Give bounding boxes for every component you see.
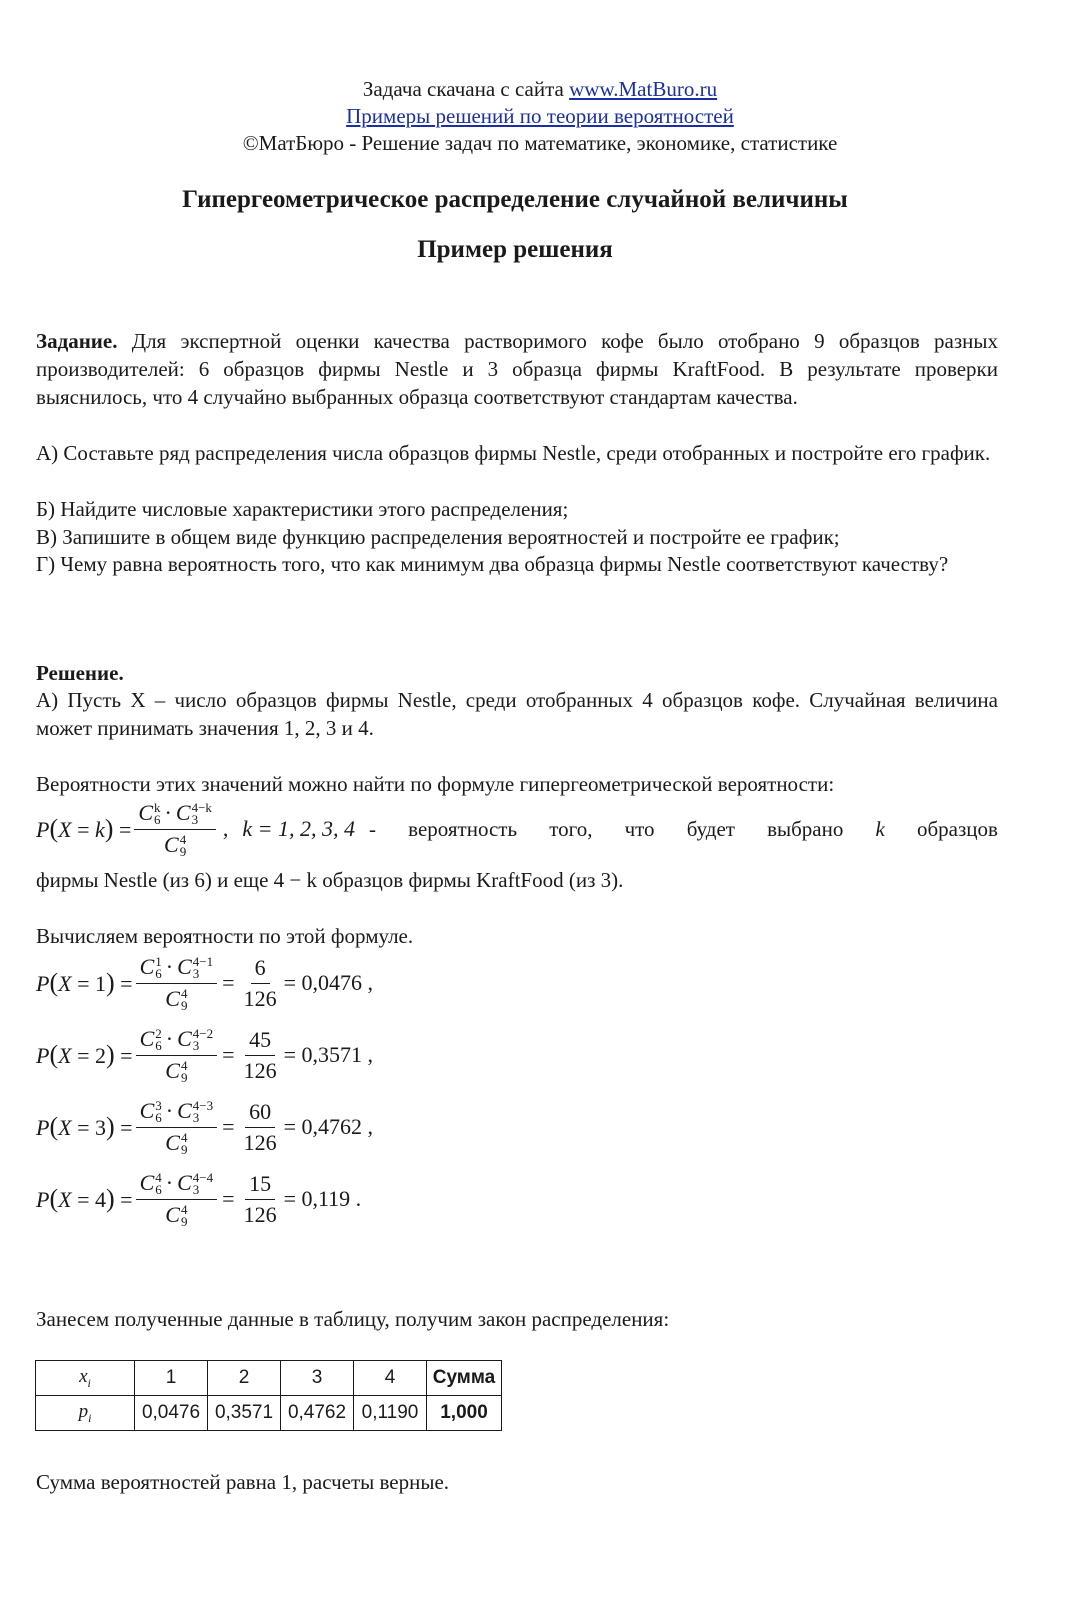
formula-lhs: P(X = k) =: [36, 814, 132, 844]
task-item-v: В) Запишите в общем виде функцию распределения вероятностей и постройте ее график;: [36, 525, 840, 549]
examples-link[interactable]: Примеры решений по теории вероятностей: [346, 104, 734, 128]
k-values: k = 1, 2, 3, 4: [242, 816, 356, 842]
table-cell: 3: [281, 1361, 354, 1396]
solution-paragraph-5: Занесем полученные данные в таблицу, получим закон распределения:: [36, 1307, 670, 1331]
general-formula: P(X = k) = C k 6 · C 4−k 3 C 4 9 , k = 1, 2, 3, 4 - вероятность того, что будет выбрано k образцов: [36, 799, 998, 859]
solution-paragraph-6: Сумма вероятностей равна 1, расчеты верные.: [36, 1470, 450, 1494]
table-cell: Сумма: [427, 1361, 502, 1396]
table-cell: 0,1190: [354, 1396, 427, 1431]
table-cell: 1: [135, 1361, 208, 1396]
task-text: Для экспертной оценки качества растворимого кофе было отобрано 9 образцов разных производителей: 6 образцов фирмы Nestle и 3 образца фирмы KraftFood. В результате проверки выяснилось, что 4 случайно выбранных образца соответствуют стандартам качества.: [36, 329, 998, 409]
source-line: [0, 76, 1080, 102]
formula-row: P(X = 4) = C 4 6 · C 4−4 3 C 4 9 = $\frac{15}{126}$ = 0,119 .: [36, 1169, 362, 1229]
table-cell: 0,4762: [281, 1396, 354, 1431]
distribution-table: [35, 1360, 502, 1431]
table-cell: 0,0476: [135, 1396, 208, 1431]
task-item-g: Г) Чему равна вероятность того, что как минимум два образца фирмы Nestle соответствуют качеству?: [36, 552, 949, 576]
document-subtitle: Пример решения: [417, 236, 613, 263]
source-prefix: Задача скачана с сайта: [362, 77, 570, 101]
table-cell: 1,000: [427, 1396, 502, 1431]
table-row: [36, 1396, 502, 1431]
formula-fraction: C k 6 · C 4−k 3 C 4 9: [134, 800, 216, 859]
formula-row: P(X = 1) = C 1 6 · C 4−1 3 C 4 9 = $\frac{6}{126}$ = 0,0476 ,: [36, 953, 373, 1013]
table-header-cell: $x_i$: [36, 1361, 135, 1396]
solution-paragraph-1: А) Пусть X – число образцов фирмы Nestle, среди отобранных 4 образцов кофе. Случайная величина может принимать значения 1, 2, 3 и 4.: [36, 688, 998, 740]
task-item-a: А) Составьте ряд распределения числа образцов фирмы Nestle, среди отобранных и постройте его график.: [36, 441, 991, 465]
solution-paragraph-2: Вероятности этих значений можно найти по формуле гипергеометрической вероятности:: [36, 772, 835, 796]
formula-row: P(X = 3) = C 3 6 · C 4−3 3 C 4 9 = $\frac{60}{126}$ = 0,4762 ,: [36, 1097, 373, 1157]
task-item-b: Б) Найдите числовые характеристики этого распределения;: [36, 497, 569, 521]
solution-label: Решение.: [36, 661, 124, 685]
document-title: Гипергеометрическое распределение случайной величины: [182, 186, 848, 213]
table-cell: 0,3571: [208, 1396, 281, 1431]
table-cell: 4: [354, 1361, 427, 1396]
table-cell: 2: [208, 1361, 281, 1396]
solution-paragraph-4: Вычисляем вероятности по этой формуле.: [36, 924, 414, 948]
table-header-cell: $p_i$: [36, 1396, 135, 1431]
copyright-line: ©МатБюро - Решение задач по математике, экономике, статистике: [242, 131, 838, 155]
table-row: [36, 1361, 502, 1396]
solution-paragraph-3: фирмы Nestle (из 6) и еще 4 − k образцов фирмы KraftFood (из 3).: [36, 868, 624, 892]
examples-line: [0, 103, 1080, 129]
formula-description: - вероятность того, что будет выбрано k образцов: [369, 816, 998, 841]
formula-row: P(X = 2) = C 2 6 · C 4−2 3 C 4 9 = $\frac{45}{126}$ = 0,3571 ,: [36, 1025, 373, 1085]
site-link[interactable]: www.MatBuro.ru: [569, 77, 718, 101]
task-paragraph: [36, 327, 998, 411]
task-label: Задание.: [36, 329, 118, 353]
